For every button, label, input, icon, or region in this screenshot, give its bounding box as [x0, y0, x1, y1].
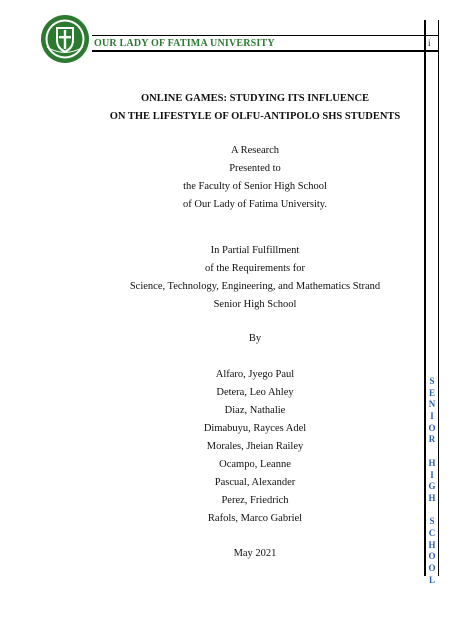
submission-date: May 2021 — [233, 548, 277, 559]
side-letter: G — [428, 481, 436, 492]
side-letter: I — [430, 411, 434, 422]
fulfillment-line-3: Science, Technology, Engineering, and Mathematics Strand — [129, 281, 381, 292]
author-name: Morales, Jheian Railey — [206, 441, 304, 452]
title-line-2: ON THE LIFESTYLE OF OLFU-ANTIPOLO SHS STUDENTS — [109, 111, 401, 122]
fulfillment-line-1: In Partial Fulfillment — [210, 245, 300, 256]
university-name: OUR LADY OF FATIMA UNIVERSITY — [94, 38, 275, 49]
fulfillment-line-4: Senior High School — [213, 299, 297, 310]
side-letter: C — [428, 527, 436, 538]
fulfillment-line-2: of the Requirements for — [204, 263, 305, 274]
page-number: i — [428, 38, 431, 48]
presented-line-1: A Research — [230, 145, 280, 156]
side-letter: L — [428, 574, 435, 585]
side-letter — [426, 446, 438, 458]
header-rule-top — [92, 35, 439, 36]
side-letter: H — [428, 457, 436, 468]
author-name: Rafols, Marco Gabriel — [207, 513, 303, 524]
author-list — [60, 366, 450, 528]
author-name: Pascual, Alexander — [214, 477, 296, 488]
author-name: Detera, Leo Ahley — [216, 387, 294, 398]
author-name: Perez, Friedrich — [221, 495, 289, 506]
side-letter: O — [428, 563, 436, 573]
side-letter: S — [429, 376, 435, 386]
side-letter: R — [428, 434, 436, 445]
side-letter: I — [430, 469, 434, 480]
side-letter: O — [428, 422, 436, 433]
side-letter: N — [428, 399, 436, 410]
side-letter — [426, 505, 438, 517]
side-label-senior-high-school — [426, 376, 438, 586]
header-rule-bottom — [92, 50, 439, 52]
presented-line-3: the Faculty of Senior High School — [183, 181, 327, 192]
side-letter: S — [429, 516, 435, 527]
title-line-1: ONLINE GAMES: STUDYING ITS INFLUENCE — [140, 93, 370, 104]
presented-line-4: of Our Lady of Fatima University. — [183, 199, 327, 210]
fulfillment-block — [60, 242, 450, 314]
side-letter: H — [428, 539, 436, 550]
author-name: Diaz, Nathalie — [224, 405, 286, 416]
author-name: Ocampo, Leanne — [219, 459, 291, 470]
presented-block — [60, 142, 450, 214]
side-letter: E — [428, 387, 435, 398]
side-letter: O — [428, 551, 436, 562]
side-letter: H — [428, 492, 436, 503]
university-seal-icon — [40, 14, 90, 64]
presented-line-2: Presented to — [229, 163, 281, 174]
author-name: Dimabuyu, Rayces Adel — [203, 423, 307, 434]
document-title — [60, 90, 450, 126]
author-name: Alfaro, Jyego Paul — [215, 369, 295, 380]
by-label: By — [248, 333, 262, 344]
